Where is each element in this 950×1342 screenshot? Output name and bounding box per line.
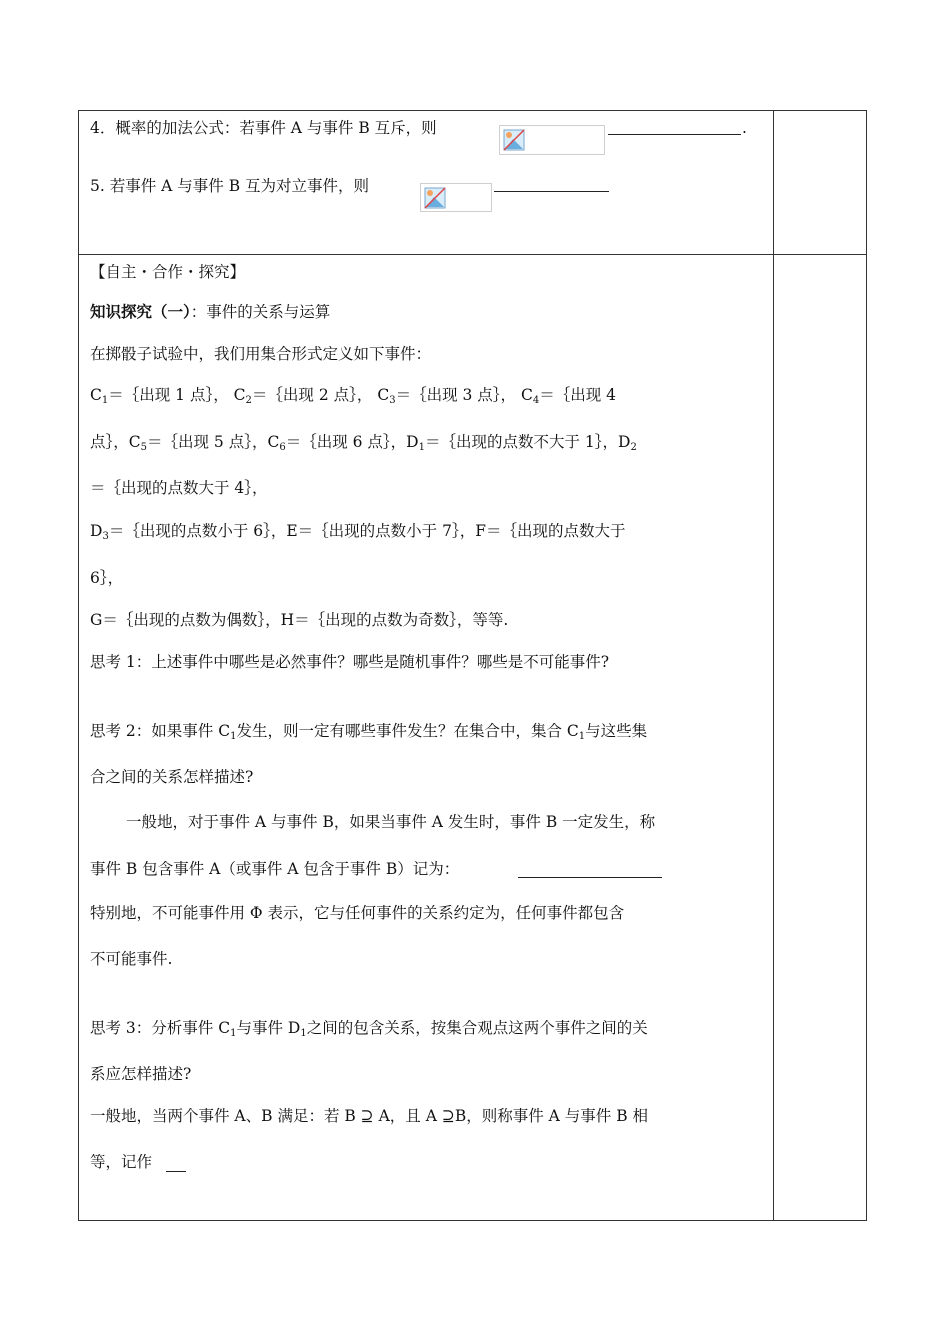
events-line-3: ＝｛出现的点数大于 4｝， (90, 479, 268, 497)
formula-image-placeholder-2 (420, 183, 492, 212)
events-line-5: 6｝， (90, 569, 124, 587)
formula-image-placeholder-1 (499, 125, 605, 155)
events-line-4: $D_3=\{$出现的点数小于 6｝，E＝｛出现的点数小于 7｝，F＝｛出现的点数大于 (90, 522, 626, 542)
general-2-line-2: 等，记作 (90, 1153, 153, 1171)
think-2-line-2: 合之间的关系怎样描述? (90, 768, 254, 786)
answer-blank-1[interactable] (608, 134, 741, 135)
item-4: 4．概率的加法公式：若事件 A 与事件 B 互斥，则 (90, 119, 437, 137)
events-line-2: 点｝，$C_5=\{$出现 5 点｝，$C_6=\{$出现 6 点｝，$D_1=\{$出现的点数不大于 1｝，$D_2$ (90, 433, 637, 453)
general-1-line-1: 一般地，对于事件 A 与事件 B，如果当事件 A 发生时，事件 B 一定发生，称 (126, 813, 656, 831)
item-5: 5. 若事件 A 与事件 B 互为对立事件，则 (90, 177, 370, 195)
think-3-line-1: 思考 3：分析事件 $C_1$与事件 $D_1$之间的包含关系，按集合观点这两个事件之间的关 (90, 1019, 648, 1039)
special-line-1: 特别地，不可能事件用 Φ 表示，它与任何事件的关系约定为，任何事件都包含 (90, 904, 625, 922)
events-line-6: G＝｛出现的点数为偶数｝，H＝｛出现的点数为奇数｝，等等. (90, 611, 509, 629)
general-1-line-2: 事件 B 包含事件 A（或事件 A 包含于事件 B）记为： (90, 860, 460, 878)
special-line-2: 不可能事件. (90, 950, 173, 968)
intro-line: 在掷骰子试验中，我们用集合形式定义如下事件： (90, 345, 432, 363)
table-column-divider (773, 110, 774, 1221)
think-2-line-1: 思考 2：如果事件 $C_1$发生，则一定有哪些事件发生？在集合中，集合 $C_1$与这些集 (90, 722, 648, 742)
section-subtitle: 知识探究（一）：事件的关系与运算 (90, 302, 331, 321)
broken-image-icon (503, 129, 525, 151)
broken-image-icon (424, 187, 446, 209)
section-header: 【自主・合作・探究】 (90, 263, 246, 281)
general-2-line-1: 一般地，当两个事件 A、B 满足：若 B ⊇ A，且 A ⊇B，则称事件 A 与事件 B 相 (90, 1107, 649, 1125)
answer-blank-3[interactable] (518, 877, 662, 878)
table-row-divider (78, 254, 867, 255)
events-line-1: $C_1=\{$出现 1 点｝， $C_2=\{$出现 2 点｝， $C_3=\{$出现 3 点｝， $C_4=\{$出现 4 (90, 386, 617, 406)
think-3-line-2: 系应怎样描述? (90, 1065, 192, 1083)
answer-blank-4[interactable] (166, 1171, 186, 1172)
item-4-end: . (742, 119, 747, 137)
think-1: 思考 1：上述事件中哪些是必然事件？哪些是随机事件？哪些是不可能事件? (90, 653, 610, 671)
answer-blank-2[interactable] (494, 191, 609, 192)
